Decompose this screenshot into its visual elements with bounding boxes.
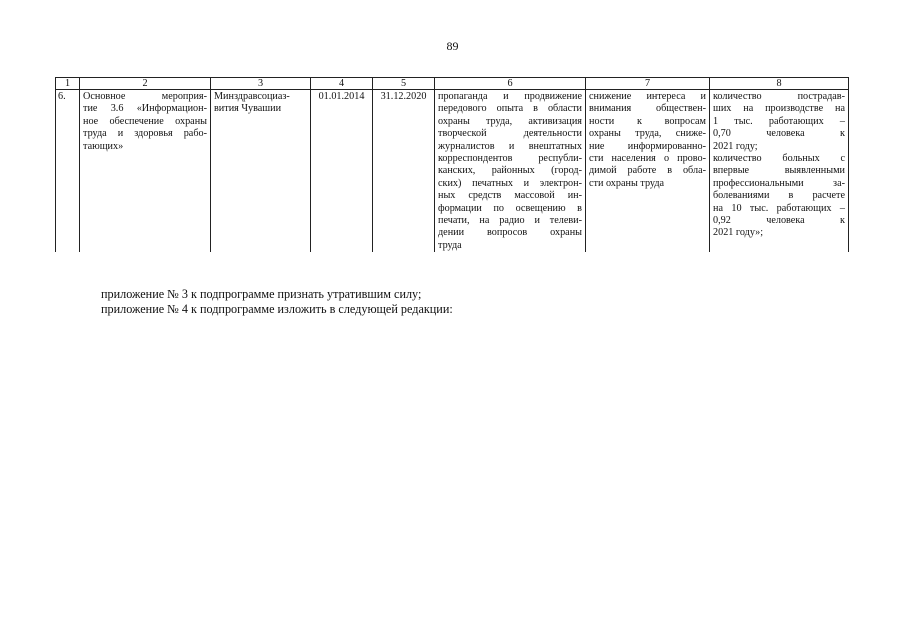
text-line: охраны труда, сниже- — [589, 128, 706, 140]
text-line: болеваниями в расчете — [713, 190, 845, 202]
text-line: охраны труда, активизация — [438, 115, 582, 127]
text-line: внимания обществен- — [589, 103, 706, 115]
event-name-cell — [80, 90, 211, 253]
end-date: 31.12.2020 — [373, 90, 435, 253]
text-line: 1 тыс. работающих – — [713, 115, 845, 127]
column-number: 1 — [56, 78, 80, 90]
column-number: 8 — [710, 78, 849, 90]
text-line: количество больных с — [713, 153, 845, 165]
text-line: 2021 году»; — [713, 227, 764, 239]
row-number: 6. — [56, 90, 80, 253]
text-line: ших на производстве на — [713, 103, 845, 115]
text-line: Минздравсоциаз- — [214, 91, 290, 102]
indicator-text — [713, 91, 845, 240]
column-number: 3 — [211, 78, 311, 90]
result-cell — [586, 90, 710, 253]
closing-text — [101, 287, 453, 317]
text-line: ных средств массовой ин- — [438, 190, 582, 202]
closing-line: приложение № 3 к подпрограмме признать утратившим силу; — [101, 287, 422, 301]
column-number: 7 — [586, 78, 710, 90]
text-line: труда и здоровья рабо- — [83, 128, 207, 140]
page-number: 89 — [446, 39, 459, 53]
text-line: впервые выявленными — [713, 165, 845, 177]
text-line: журналистов и внештатных — [438, 140, 582, 152]
column-number: 5 — [373, 78, 435, 90]
text-line: пропаганда и продвижение — [438, 91, 582, 102]
table-row — [56, 90, 849, 253]
column-number: 2 — [80, 78, 211, 90]
text-line: формации по освещению в — [438, 202, 582, 214]
result-text — [589, 91, 706, 190]
text-line: труда — [438, 239, 462, 251]
text-line: количество пострадав- — [713, 91, 845, 102]
text-line: ние информированно- — [589, 140, 706, 152]
content-cell — [435, 90, 586, 253]
text-line: тие 3.6 «Информацион- — [83, 103, 207, 115]
column-number: 6 — [435, 78, 586, 90]
closing-line: приложение № 4 к подпрограмме изложить в следующей редакции: — [101, 302, 453, 316]
text-line: сти охраны труда — [589, 177, 665, 189]
text-line: тающих» — [83, 140, 124, 152]
text-line: творческой деятельности — [438, 128, 582, 140]
column-number-row — [56, 78, 849, 90]
text-line: димой работе в обла- — [589, 165, 706, 177]
executor-text — [214, 91, 307, 116]
text-line: Основное мероприя- — [83, 91, 207, 102]
text-line: ности к вопросам — [589, 115, 706, 127]
text-line: передового опыта в области — [438, 103, 582, 115]
text-line: дении вопросов охраны — [438, 227, 582, 239]
program-table — [55, 77, 849, 252]
executor-cell — [211, 90, 311, 253]
event-name-text — [83, 91, 207, 153]
text-line: снижение интереса и — [589, 91, 706, 102]
text-line: на 10 тыс. работающих – — [713, 202, 845, 214]
text-line: 0,70 человека к — [713, 128, 845, 140]
text-line: профессиональными за- — [713, 177, 845, 189]
text-line: вития Чувашии — [214, 103, 282, 115]
start-date: 01.01.2014 — [311, 90, 373, 253]
text-line: канских, районных (город- — [438, 165, 582, 177]
text-line: 2021 году; — [713, 140, 758, 152]
indicator-cell — [710, 90, 849, 253]
text-line: ских) печатных и электрон- — [438, 177, 582, 189]
text-line: ное обеспечение охраны — [83, 115, 207, 127]
text-line: 0,92 человека к — [713, 215, 845, 227]
text-line: печати, на радио и телеви- — [438, 215, 582, 227]
text-line: корреспондентов республи- — [438, 153, 582, 165]
content-text — [438, 91, 582, 252]
text-line: сти населения о прово- — [589, 153, 706, 165]
column-number: 4 — [311, 78, 373, 90]
